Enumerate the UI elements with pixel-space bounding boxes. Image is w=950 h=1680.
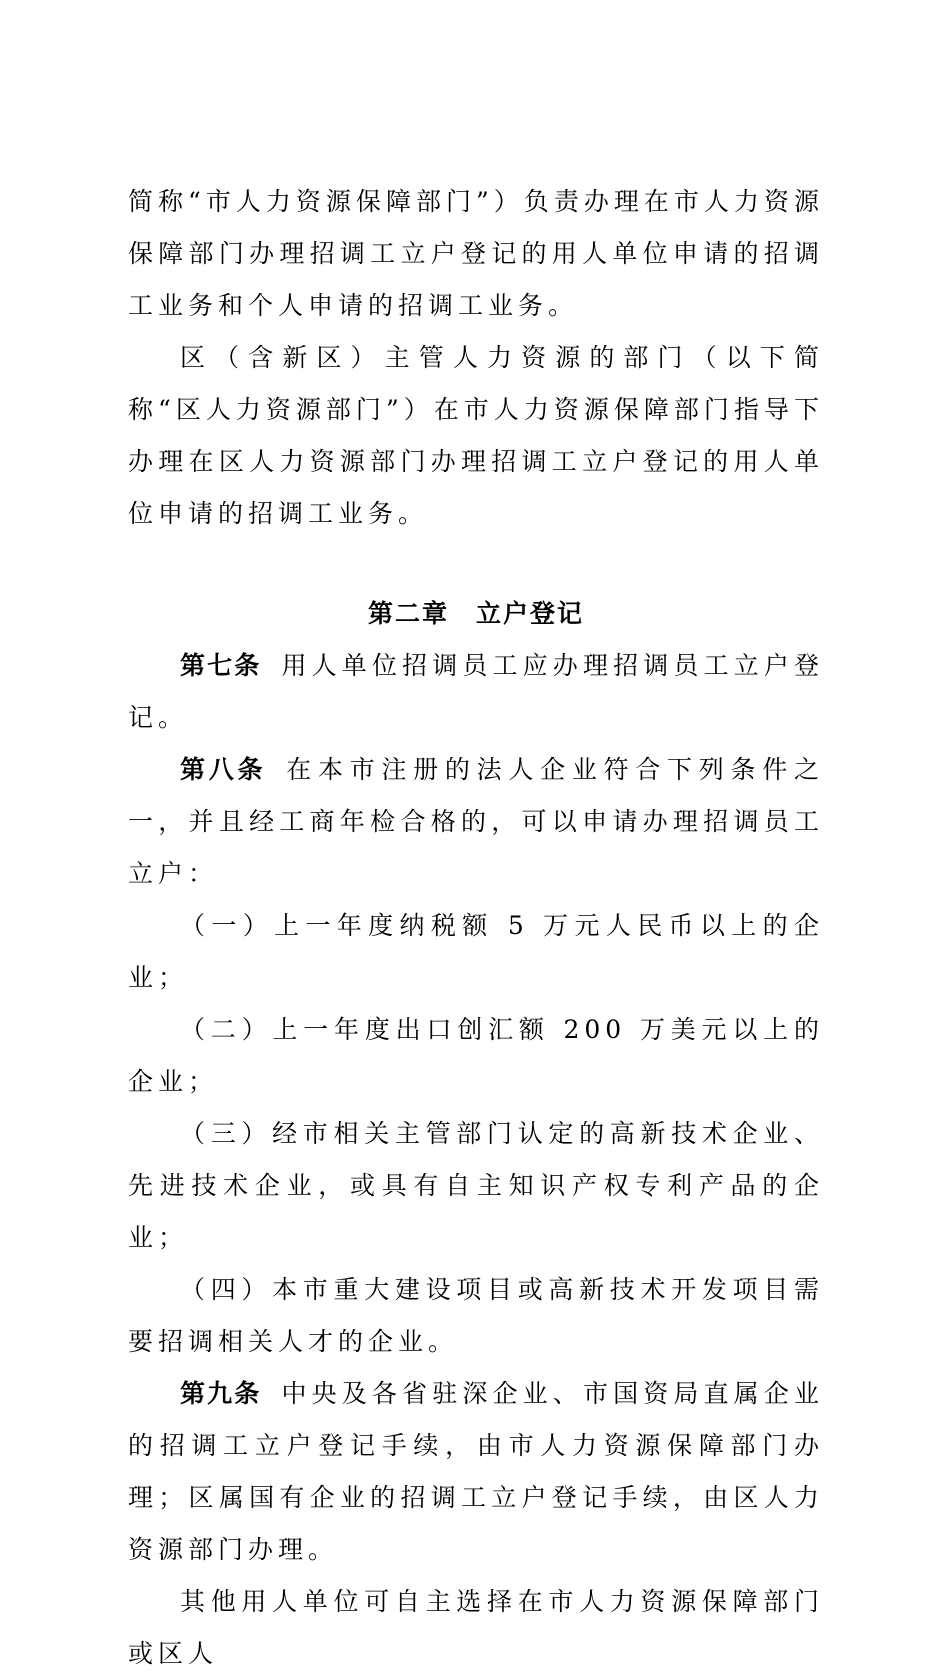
paragraph-district-department: 区（含新区）主管人力资源的部门（以下简称“区人力资源部门”）在市人力资源保障部门指导下办理在区人力资源部门办理招调工立户登记的用人单位申请的招调工业务。: [128, 343, 824, 528]
document-page: [128, 176, 824, 1680]
article-8-head: 第八条: [180, 755, 267, 784]
article-7-head: 第七条: [180, 651, 262, 680]
article-8-item-1: （一）上一年度纳税额 5 万元人民币以上的企业；: [128, 911, 824, 992]
article-8-item-2: （二）上一年度出口创汇额 200 万美元以上的企业；: [128, 1015, 824, 1096]
article-7-text: 用人单位招调员工应办理招调员工立户登记。: [128, 651, 824, 732]
paragraph-continuation: 简称“市人力资源保障部门”）负责办理在市人力资源保障部门办理招调工立户登记的用人单位申请的招调工业务和个人申请的招调工业务。: [128, 187, 824, 320]
article-9-followup: 其他用人单位可自主选择在市人力资源保障部门或区人: [128, 1587, 824, 1668]
article-8-item-4: （四）本市重大建设项目或高新技术开发项目需要招调相关人才的企业。: [128, 1275, 824, 1356]
article-9-head: 第九条: [180, 1379, 262, 1408]
article-9: [128, 1368, 824, 1576]
article-9-text: 中央及各省驻深企业、市国资局直属企业的招调工立户登记手续，由市人力资源保障部门办理；区属国有企业的招调工立户登记手续，由区人力资源部门办理。: [128, 1379, 824, 1564]
article-7: [128, 640, 824, 744]
section-gap: [128, 540, 824, 588]
article-8: [128, 744, 824, 900]
chapter-title: 第二章 立户登记: [367, 599, 584, 628]
article-8-item-3: （三）经市相关主管部门认定的高新技术企业、先进技术企业，或具有自主知识产权专利产品的企业；: [128, 1119, 824, 1252]
article-8-text: 在本市注册的法人企业符合下列条件之一，并且经工商年检合格的，可以申请办理招调员工立户：: [128, 755, 824, 888]
